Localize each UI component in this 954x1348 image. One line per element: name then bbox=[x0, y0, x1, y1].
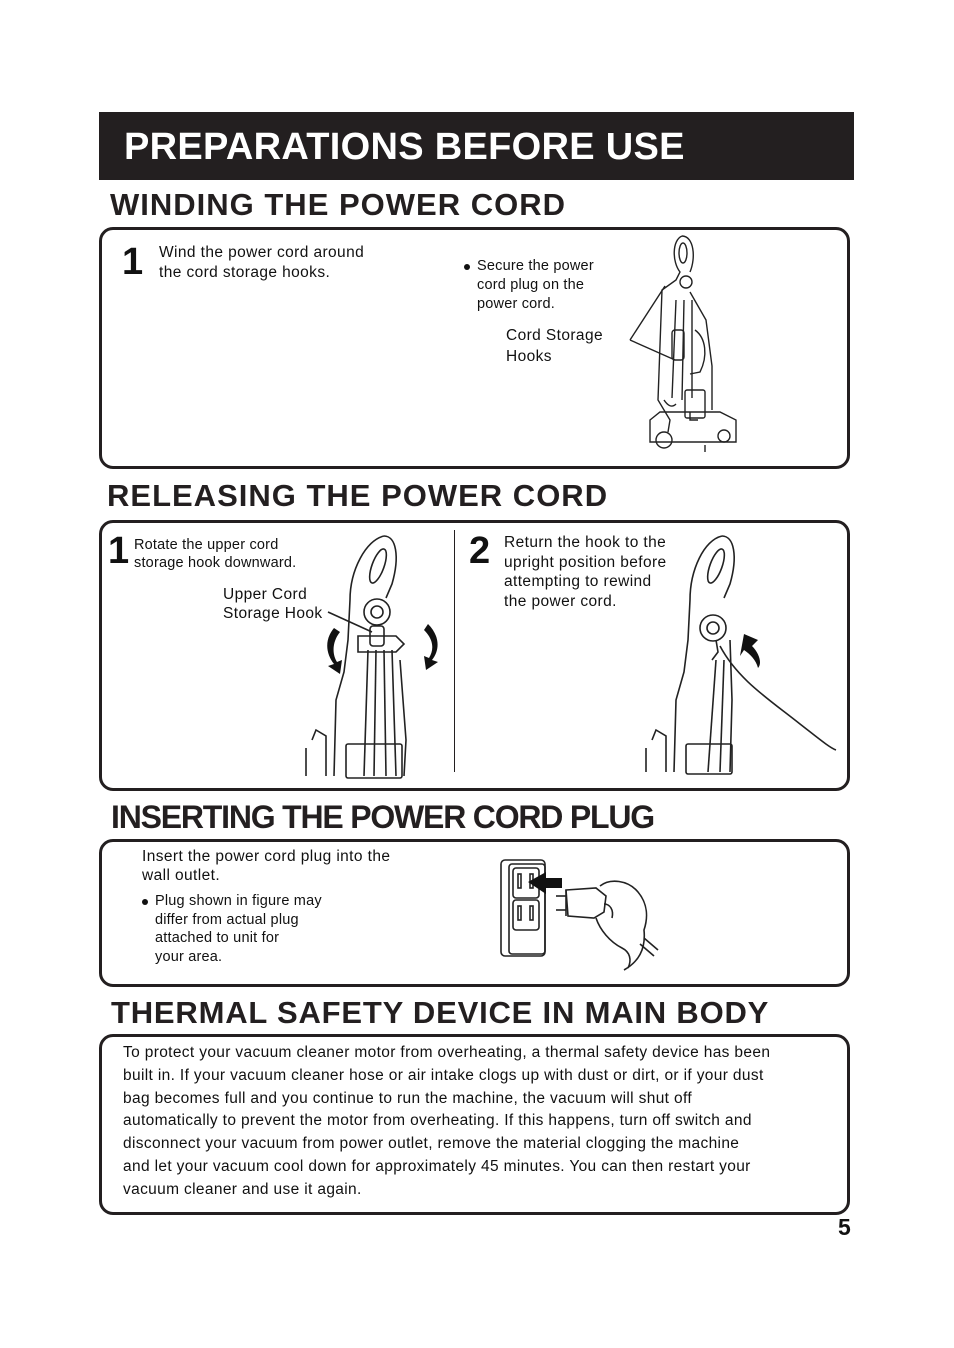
releasing-step2-number: 2 bbox=[469, 530, 491, 572]
winding-bullet-line: power cord. bbox=[477, 296, 555, 312]
releasing-step2-line: upright position before bbox=[504, 553, 667, 571]
winding-step-line: the cord storage hooks. bbox=[159, 264, 331, 281]
releasing-step1-line: storage hook downward. bbox=[134, 555, 297, 571]
callout-line: Cord Storage bbox=[506, 327, 603, 344]
callout-line: Upper Cord bbox=[223, 586, 308, 603]
thermal-heading: THERMAL SAFETY DEVICE IN MAIN BODY bbox=[111, 995, 770, 1030]
inserting-bullet-line: your area. bbox=[155, 948, 223, 965]
winding-step-number: 1 bbox=[122, 241, 144, 283]
winding-bullet-line: Secure the power bbox=[477, 258, 594, 274]
releasing-step1-line: Rotate the upper cord bbox=[134, 537, 279, 553]
winding-bullet-line: cord plug on the bbox=[477, 277, 585, 293]
inserting-line: wall outlet. bbox=[142, 866, 221, 884]
releasing-step1-number: 1 bbox=[108, 530, 130, 572]
inserting-bullet-line: attached to unit for bbox=[155, 930, 280, 946]
releasing-step2-line: attempting to rewind bbox=[504, 573, 652, 590]
thermal-line: and let your vacuum cool down for approximately 45 minutes. You can then restart your bbox=[123, 1157, 751, 1175]
winding-step-line: Wind the power cord around bbox=[159, 244, 365, 261]
winding-heading: WINDING THE POWER CORD bbox=[110, 187, 566, 222]
releasing-step2-line: the power cord. bbox=[504, 592, 617, 610]
thermal-line: built in. If your vacuum cleaner hose or air intake clogs up with dust or dirt, or if your dust bbox=[123, 1066, 764, 1084]
thermal-line: automatically to prevent the motor from overheating. If this happens, turn off switch and bbox=[123, 1112, 752, 1130]
thermal-line: vacuum cleaner and use it again. bbox=[123, 1180, 362, 1198]
thermal-line: bag becomes full and you continue to run the machine, the vacuum will shut off bbox=[123, 1089, 692, 1107]
callout-line: Hooks bbox=[506, 348, 552, 365]
thermal-paragraph bbox=[123, 1042, 770, 1202]
thermal-line: To protect your vacuum cleaner motor from overheating, a thermal safety device has been bbox=[123, 1044, 771, 1061]
releasing-step2-line: Return the hook to the bbox=[504, 534, 667, 551]
inserting-heading: INSERTING THE POWER CORD PLUG bbox=[111, 799, 654, 835]
page-title: PREPARATIONS BEFORE USE bbox=[124, 126, 685, 168]
releasing-heading: RELEASING THE POWER CORD bbox=[107, 478, 609, 513]
callout-line: Storage Hook bbox=[223, 605, 323, 622]
page-number: 5 bbox=[838, 1214, 851, 1240]
inserting-bullet-line: Plug shown in figure may bbox=[155, 893, 322, 909]
inserting-bullet-line: differ from actual plug bbox=[155, 911, 299, 928]
inserting-line: Insert the power cord plug into the bbox=[142, 848, 391, 865]
thermal-line: disconnect your vacuum from power outlet, remove the material clogging the machine bbox=[123, 1135, 740, 1153]
